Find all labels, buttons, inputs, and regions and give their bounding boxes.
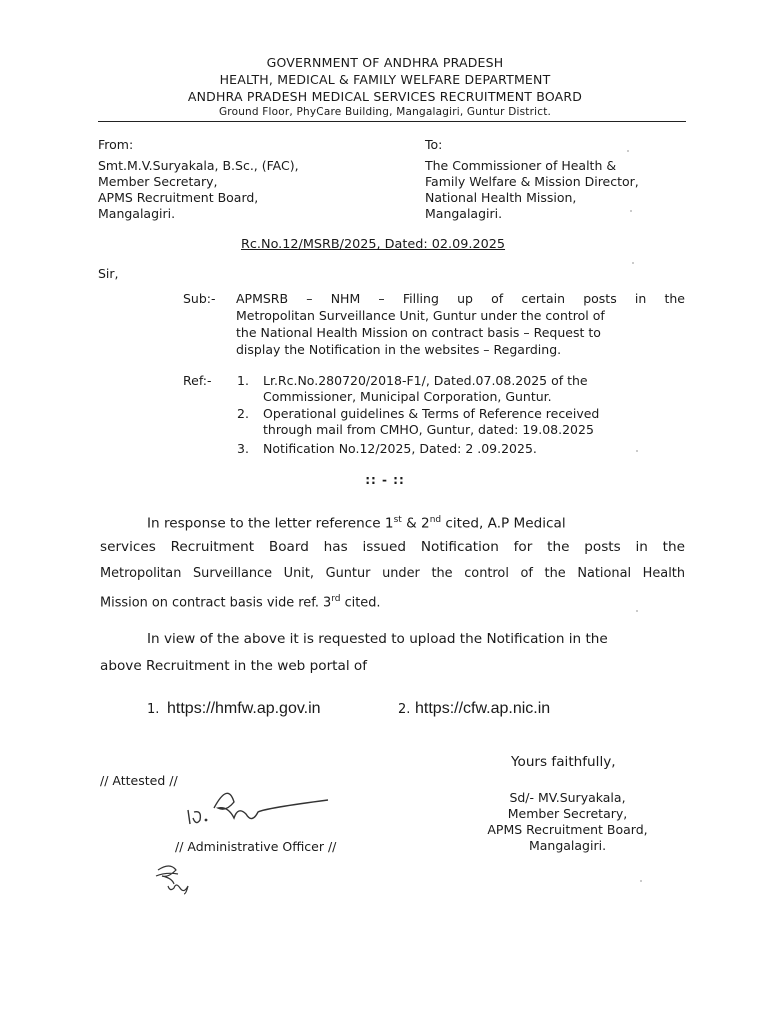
letter-reference-number: Rc.No.12/MSRB/2025, Dated: 02.09.2025 (241, 237, 506, 252)
subject-line: the National Health Mission on contract basis – Request to (236, 325, 601, 340)
to-line: Mangalagiri. (425, 206, 503, 221)
scan-speck (636, 450, 638, 452)
portal-number: 2. (398, 702, 411, 717)
body-paragraph-1-line: Metropolitan Surveillance Unit, Guntur under the control of the National Health (100, 566, 685, 581)
signatory-line: Sd/- MV.Suryakala, (509, 790, 626, 805)
reference-number: 3. (237, 441, 249, 456)
signatory-line: Member Secretary, (507, 806, 628, 821)
scan-speck (636, 610, 638, 612)
portal-link-cfw[interactable]: https://cfw.ap.nic.in (415, 700, 551, 717)
administrative-officer-label: // Administrative Officer // (175, 839, 337, 854)
body-paragraph-2-line: above Recruitment in the web portal of (100, 658, 368, 674)
subject-line: display the Notification in the websites – Regarding. (236, 342, 562, 357)
body-paragraph-1-line: services Recruitment Board has issued Notification for the posts in the (100, 539, 685, 555)
from-label: From: (98, 137, 134, 152)
reference-line: through mail from CMHO, Guntur, dated: 19.08.2025 (263, 422, 594, 437)
to-label: To: (425, 137, 443, 152)
from-line: Mangalagiri. (98, 206, 176, 221)
header-divider (98, 121, 686, 122)
header-government: GOVERNMENT OF ANDHRA PRADESH (266, 55, 504, 70)
scan-speck (627, 150, 629, 152)
from-line: Smt.M.V.Suryakala, B.Sc., (FAC), (98, 158, 299, 173)
scan-speck (640, 880, 642, 882)
to-line: National Health Mission, (425, 190, 577, 205)
body-paragraph-2: In view of the above it is requested to upload the Notification in the (147, 631, 608, 647)
body-paragraph-1: In response to the letter reference 1st & 2nd cited, A.P Medical (147, 515, 566, 532)
initials-mark (150, 858, 200, 898)
portal-number: 1. (147, 702, 160, 717)
header-address: Ground Floor, PhyCare Building, Mangalagiri, Guntur District. (218, 106, 552, 118)
to-line: The Commissioner of Health & (425, 158, 617, 173)
reference-number: 2. (237, 406, 249, 421)
reference-line: Operational guidelines & Terms of Reference received (263, 406, 600, 421)
subject-label: Sub:- (183, 291, 216, 306)
from-line: APMS Recruitment Board, (98, 190, 259, 205)
from-line: Member Secretary, (98, 174, 218, 189)
scan-speck (630, 210, 632, 212)
references-label: Ref:- (183, 373, 212, 388)
scan-speck (632, 262, 634, 264)
portal-link-hmfw[interactable]: https://hmfw.ap.gov.in (167, 700, 321, 717)
reference-line: Lr.Rc.No.280720/2018-F1/, Dated.07.08.2025 of the (263, 373, 588, 388)
reference-line: Notification No.12/2025, Dated: 2 .09.2025. (263, 441, 537, 456)
body-paragraph-1-line: Mission on contract basis vide ref. 3rd cited. (100, 594, 381, 611)
handwritten-signature (180, 778, 340, 838)
to-line: Family Welfare & Mission Director, (425, 174, 639, 189)
reference-line: Commissioner, Municipal Corporation, Guntur. (263, 389, 552, 404)
header-department: HEALTH, MEDICAL & FAMILY WELFARE DEPARTMENT (219, 72, 551, 87)
signatory-line: APMS Recruitment Board, (487, 822, 648, 837)
signatory-line: Mangalagiri. (528, 838, 607, 853)
subject-line: Metropolitan Surveillance Unit, Guntur under the control of (236, 308, 605, 323)
section-separator: :: - :: (365, 473, 405, 487)
attested-label: // Attested // (100, 773, 178, 788)
salutation: Sir, (98, 266, 119, 281)
header-board: ANDHRA PRADESH MEDICAL SERVICES RECRUITMENT BOARD (187, 89, 583, 104)
reference-number: 1. (237, 373, 249, 388)
subject-line: APMSRB – NHM – Filling up of certain posts in the (236, 291, 685, 306)
closing-yours-faithfully: Yours faithfully, (511, 754, 616, 770)
